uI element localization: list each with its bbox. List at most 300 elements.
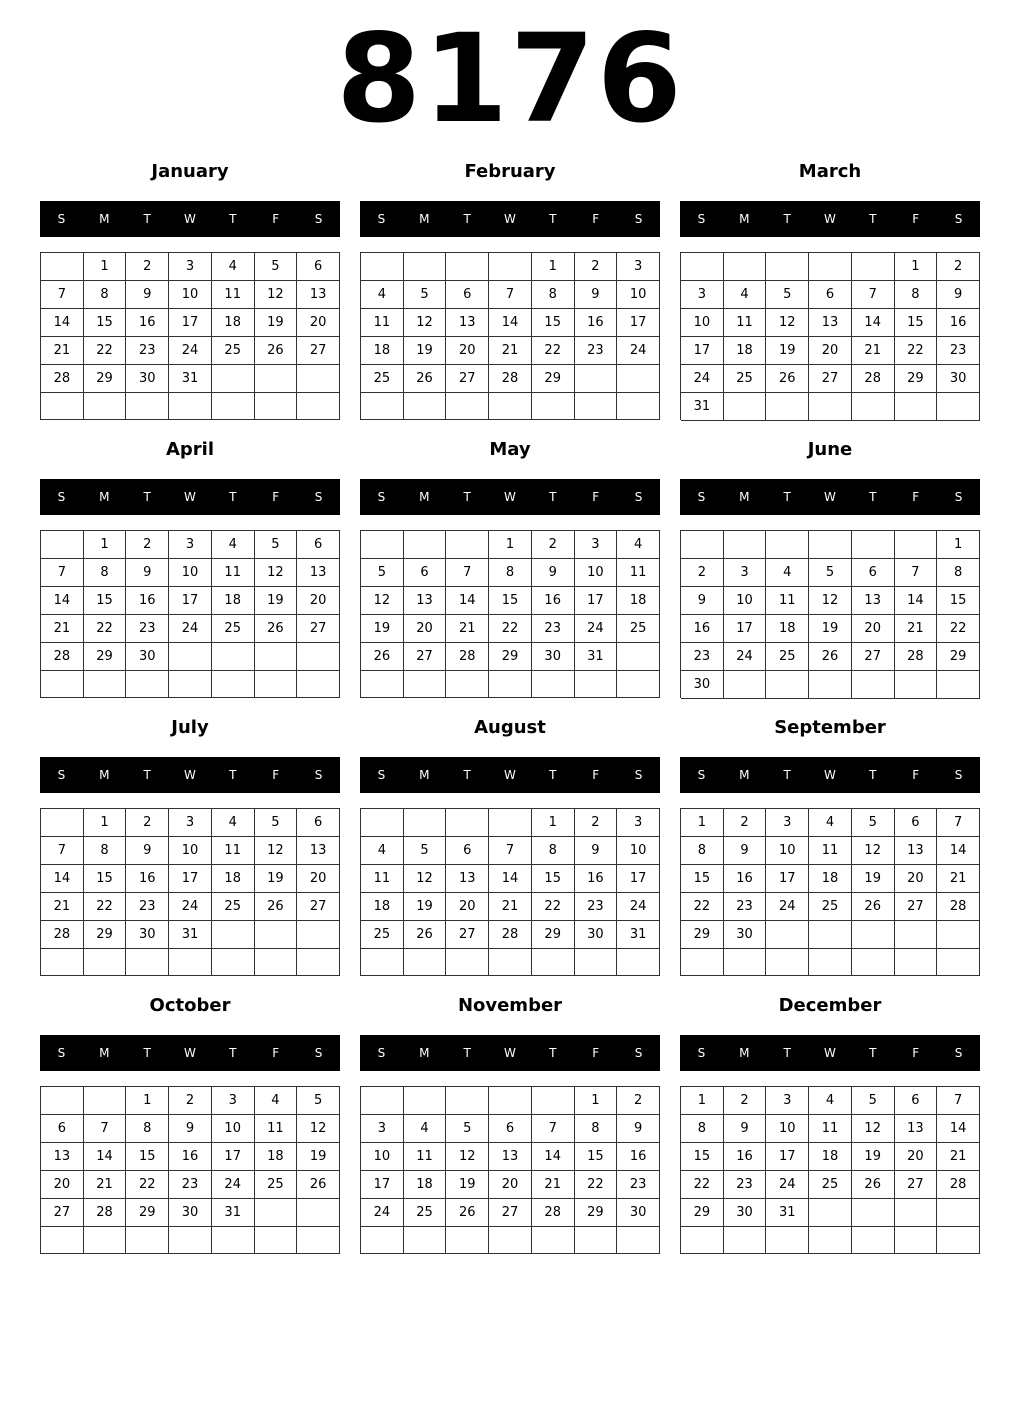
day-cell: 27 [852, 643, 895, 671]
day-cell: 22 [895, 337, 938, 365]
empty-day-cell [169, 949, 212, 976]
day-cell: 14 [937, 837, 980, 865]
day-cell: 15 [681, 1143, 724, 1171]
day-cell: 28 [489, 921, 532, 949]
day-cell: 27 [895, 1171, 938, 1199]
day-cell: 3 [766, 809, 809, 837]
weekday-label: T [549, 212, 557, 226]
day-cell: 29 [126, 1199, 169, 1227]
day-cell: 10 [681, 309, 724, 337]
day-cell: 9 [126, 837, 169, 865]
day-cell: 21 [937, 865, 980, 893]
month-name: March [798, 161, 862, 182]
day-cell: 16 [724, 1143, 767, 1171]
day-grid [680, 808, 980, 976]
day-cell: 13 [809, 309, 852, 337]
empty-day-cell [404, 531, 447, 559]
day-cell: 15 [489, 587, 532, 615]
day-cell: 1 [489, 531, 532, 559]
empty-day-cell [404, 393, 447, 420]
day-cell: 12 [255, 281, 298, 309]
day-cell: 2 [575, 253, 618, 281]
empty-day-cell [809, 531, 852, 559]
day-cell: 23 [575, 337, 618, 365]
day-cell: 29 [84, 365, 127, 393]
empty-day-cell [41, 809, 84, 837]
day-cell: 28 [41, 643, 84, 671]
day-cell: 19 [766, 337, 809, 365]
weekday-label: F [272, 490, 280, 504]
day-cell: 22 [126, 1171, 169, 1199]
weekday-label: F [912, 768, 920, 782]
day-cell: 3 [617, 809, 660, 837]
day-cell: 3 [766, 1087, 809, 1115]
day-cell: 28 [489, 365, 532, 393]
day-cell: 21 [937, 1143, 980, 1171]
day-cell: 19 [446, 1171, 489, 1199]
weekday-label: M [419, 490, 430, 504]
weekday-label: T [143, 768, 151, 782]
day-cell: 18 [809, 865, 852, 893]
empty-day-cell [84, 1087, 127, 1115]
month-may [360, 438, 660, 718]
day-cell: 21 [489, 893, 532, 921]
day-cell: 13 [297, 281, 340, 309]
weekday-header [360, 757, 660, 793]
empty-day-cell [255, 1227, 298, 1254]
empty-day-cell [766, 921, 809, 949]
day-cell: 4 [809, 1087, 852, 1115]
day-cell: 23 [724, 893, 767, 921]
day-cell: 20 [895, 865, 938, 893]
weekday-label: T [869, 768, 877, 782]
day-cell: 6 [404, 559, 447, 587]
day-cell: 23 [724, 1171, 767, 1199]
day-cell: 8 [84, 281, 127, 309]
weekday-label: T [869, 212, 877, 226]
weekday-label: W [504, 1046, 516, 1060]
day-grid [360, 808, 660, 976]
day-cell: 6 [297, 253, 340, 281]
weekday-label: T [143, 1046, 151, 1060]
day-cell: 28 [937, 1171, 980, 1199]
weekday-label: T [229, 1046, 237, 1060]
weekday-label: T [143, 212, 151, 226]
weekday-label: M [739, 490, 750, 504]
day-cell: 19 [297, 1143, 340, 1171]
day-cell: 3 [617, 253, 660, 281]
day-cell: 31 [575, 643, 618, 671]
day-cell: 31 [617, 921, 660, 949]
day-cell: 5 [404, 281, 447, 309]
day-cell: 20 [809, 337, 852, 365]
empty-day-cell [297, 643, 340, 671]
weekday-header [40, 479, 340, 515]
day-cell: 12 [809, 587, 852, 615]
day-cell: 21 [41, 615, 84, 643]
day-cell: 2 [126, 531, 169, 559]
empty-day-cell [766, 253, 809, 281]
weekday-label: T [783, 768, 791, 782]
empty-day-cell [361, 949, 404, 976]
empty-day-cell [617, 365, 660, 393]
day-cell: 13 [446, 865, 489, 893]
day-cell: 5 [404, 837, 447, 865]
empty-day-cell [724, 949, 767, 976]
day-cell: 28 [852, 365, 895, 393]
weekday-label: M [99, 1046, 110, 1060]
month-february [360, 160, 660, 440]
day-cell: 7 [84, 1115, 127, 1143]
empty-day-cell [852, 253, 895, 281]
empty-day-cell [297, 949, 340, 976]
day-cell: 6 [809, 281, 852, 309]
month-september [680, 716, 980, 996]
day-cell: 24 [169, 337, 212, 365]
day-cell: 27 [297, 337, 340, 365]
day-cell: 9 [937, 281, 980, 309]
empty-day-cell [895, 1227, 938, 1254]
day-cell: 3 [169, 809, 212, 837]
day-cell: 25 [212, 893, 255, 921]
day-cell: 21 [489, 337, 532, 365]
day-cell: 5 [852, 1087, 895, 1115]
day-cell: 13 [895, 1115, 938, 1143]
day-cell: 21 [852, 337, 895, 365]
day-cell: 21 [41, 893, 84, 921]
day-cell: 24 [169, 893, 212, 921]
day-cell: 24 [766, 1171, 809, 1199]
day-cell: 25 [617, 615, 660, 643]
day-cell: 12 [404, 309, 447, 337]
empty-day-cell [617, 643, 660, 671]
weekday-label: T [463, 490, 471, 504]
weekday-header [360, 1035, 660, 1071]
day-cell: 11 [212, 281, 255, 309]
day-cell: 22 [532, 337, 575, 365]
day-cell: 6 [41, 1115, 84, 1143]
day-cell: 20 [446, 893, 489, 921]
day-cell: 11 [617, 559, 660, 587]
weekday-label: M [99, 490, 110, 504]
day-cell: 28 [937, 893, 980, 921]
day-cell: 29 [532, 365, 575, 393]
day-cell: 14 [489, 865, 532, 893]
day-cell: 4 [255, 1087, 298, 1115]
empty-day-cell [724, 1227, 767, 1254]
day-cell: 1 [895, 253, 938, 281]
empty-day-cell [489, 809, 532, 837]
day-cell: 3 [212, 1087, 255, 1115]
day-cell: 31 [681, 393, 724, 421]
weekday-label: F [912, 1046, 920, 1060]
weekday-label: S [697, 490, 706, 504]
day-cell: 22 [84, 337, 127, 365]
empty-day-cell [532, 671, 575, 698]
day-cell: 2 [126, 253, 169, 281]
weekday-label: T [869, 490, 877, 504]
empty-day-cell [489, 1227, 532, 1254]
empty-day-cell [809, 949, 852, 976]
empty-day-cell [212, 643, 255, 671]
day-cell: 15 [84, 587, 127, 615]
day-cell: 2 [532, 531, 575, 559]
weekday-label: T [783, 212, 791, 226]
day-cell: 7 [489, 837, 532, 865]
empty-day-cell [617, 1227, 660, 1254]
empty-day-cell [126, 671, 169, 698]
day-cell: 17 [617, 865, 660, 893]
month-name: November [457, 995, 563, 1016]
weekday-label: F [272, 768, 280, 782]
day-cell: 2 [724, 1087, 767, 1115]
day-cell: 10 [169, 559, 212, 587]
day-cell: 13 [446, 309, 489, 337]
day-cell: 16 [617, 1143, 660, 1171]
day-cell: 4 [724, 281, 767, 309]
day-cell: 31 [766, 1199, 809, 1227]
empty-day-cell [895, 671, 938, 699]
day-cell: 11 [212, 559, 255, 587]
empty-day-cell [212, 393, 255, 420]
day-cell: 18 [361, 893, 404, 921]
day-cell: 9 [532, 559, 575, 587]
day-cell: 4 [212, 253, 255, 281]
day-cell: 14 [532, 1143, 575, 1171]
day-cell: 17 [617, 309, 660, 337]
day-cell: 14 [84, 1143, 127, 1171]
day-cell: 18 [724, 337, 767, 365]
day-cell: 26 [809, 643, 852, 671]
day-cell: 25 [361, 365, 404, 393]
empty-day-cell [446, 1227, 489, 1254]
empty-day-cell [532, 393, 575, 420]
day-cell: 10 [724, 587, 767, 615]
month-name: April [165, 439, 215, 460]
day-cell: 30 [937, 365, 980, 393]
day-cell: 26 [255, 615, 298, 643]
day-cell: 4 [212, 531, 255, 559]
day-cell: 4 [212, 809, 255, 837]
day-cell: 27 [297, 893, 340, 921]
day-cell: 25 [361, 921, 404, 949]
day-cell: 6 [297, 531, 340, 559]
empty-day-cell [84, 949, 127, 976]
day-grid [680, 530, 980, 698]
day-cell: 26 [297, 1171, 340, 1199]
empty-day-cell [575, 365, 618, 393]
weekday-label: S [314, 1046, 323, 1060]
day-grid [40, 530, 340, 698]
empty-day-cell [297, 671, 340, 698]
weekday-label: S [697, 768, 706, 782]
day-cell: 12 [766, 309, 809, 337]
empty-day-cell [489, 253, 532, 281]
day-cell: 22 [681, 893, 724, 921]
empty-day-cell [937, 393, 980, 421]
weekday-label: W [824, 212, 836, 226]
weekday-label: T [549, 490, 557, 504]
day-cell: 20 [41, 1171, 84, 1199]
empty-day-cell [446, 531, 489, 559]
empty-day-cell [169, 671, 212, 698]
day-cell: 25 [404, 1199, 447, 1227]
weekday-label: T [783, 1046, 791, 1060]
weekday-label: W [824, 490, 836, 504]
day-cell: 12 [255, 837, 298, 865]
day-cell: 12 [361, 587, 404, 615]
day-cell: 8 [126, 1115, 169, 1143]
empty-day-cell [895, 1199, 938, 1227]
day-grid [360, 530, 660, 698]
day-cell: 7 [895, 559, 938, 587]
weekday-label: T [229, 490, 237, 504]
empty-day-cell [297, 365, 340, 393]
day-cell: 18 [809, 1143, 852, 1171]
day-cell: 20 [895, 1143, 938, 1171]
day-cell: 16 [575, 309, 618, 337]
day-cell: 10 [575, 559, 618, 587]
day-cell: 20 [446, 337, 489, 365]
day-cell: 13 [895, 837, 938, 865]
day-grid [680, 1086, 980, 1254]
day-cell: 7 [41, 281, 84, 309]
empty-day-cell [41, 1227, 84, 1254]
weekday-label: F [912, 212, 920, 226]
empty-day-cell [361, 671, 404, 698]
empty-day-cell [255, 921, 298, 949]
weekday-label: F [272, 212, 280, 226]
day-cell: 9 [575, 837, 618, 865]
empty-day-cell [297, 393, 340, 420]
weekday-label: T [229, 212, 237, 226]
weekday-label: S [954, 212, 963, 226]
day-cell: 22 [937, 615, 980, 643]
day-cell: 16 [532, 587, 575, 615]
empty-day-cell [489, 1087, 532, 1115]
day-cell: 15 [84, 865, 127, 893]
day-cell: 19 [255, 587, 298, 615]
day-cell: 23 [681, 643, 724, 671]
day-cell: 26 [766, 365, 809, 393]
weekday-header [40, 757, 340, 793]
day-cell: 21 [446, 615, 489, 643]
weekday-label: W [824, 768, 836, 782]
weekday-label: S [377, 1046, 386, 1060]
day-cell: 8 [681, 837, 724, 865]
day-cell: 26 [852, 1171, 895, 1199]
weekday-label: S [634, 212, 643, 226]
month-april [40, 438, 340, 718]
day-cell: 26 [404, 365, 447, 393]
day-cell: 24 [575, 615, 618, 643]
day-cell: 21 [532, 1171, 575, 1199]
empty-day-cell [809, 921, 852, 949]
day-cell: 29 [575, 1199, 618, 1227]
day-cell: 7 [937, 1087, 980, 1115]
day-cell: 14 [895, 587, 938, 615]
weekday-header [680, 201, 980, 237]
day-cell: 26 [852, 893, 895, 921]
day-cell: 6 [489, 1115, 532, 1143]
empty-day-cell [169, 393, 212, 420]
day-cell: 22 [489, 615, 532, 643]
day-cell: 1 [937, 531, 980, 559]
empty-day-cell [126, 1227, 169, 1254]
day-cell: 22 [84, 893, 127, 921]
day-cell: 27 [446, 365, 489, 393]
day-cell: 8 [681, 1115, 724, 1143]
day-cell: 6 [895, 809, 938, 837]
empty-day-cell [255, 393, 298, 420]
weekday-label: M [99, 768, 110, 782]
day-cell: 19 [404, 893, 447, 921]
weekday-label: F [592, 212, 600, 226]
empty-day-cell [852, 949, 895, 976]
day-cell: 9 [575, 281, 618, 309]
empty-day-cell [212, 671, 255, 698]
day-cell: 20 [297, 309, 340, 337]
day-cell: 8 [575, 1115, 618, 1143]
day-cell: 18 [212, 865, 255, 893]
day-cell: 1 [575, 1087, 618, 1115]
empty-day-cell [255, 643, 298, 671]
weekday-header [680, 479, 980, 515]
empty-day-cell [212, 949, 255, 976]
day-cell: 18 [255, 1143, 298, 1171]
day-cell: 23 [126, 615, 169, 643]
empty-day-cell [41, 253, 84, 281]
day-cell: 23 [617, 1171, 660, 1199]
day-cell: 11 [809, 837, 852, 865]
empty-day-cell [724, 531, 767, 559]
empty-day-cell [532, 1227, 575, 1254]
empty-day-cell [895, 949, 938, 976]
day-cell: 9 [126, 559, 169, 587]
empty-day-cell [212, 1227, 255, 1254]
empty-day-cell [766, 671, 809, 699]
weekday-label: T [549, 1046, 557, 1060]
day-cell: 28 [446, 643, 489, 671]
day-cell: 7 [41, 837, 84, 865]
empty-day-cell [532, 949, 575, 976]
empty-day-cell [724, 253, 767, 281]
empty-day-cell [297, 921, 340, 949]
day-cell: 31 [212, 1199, 255, 1227]
weekday-label: F [592, 768, 600, 782]
weekday-label: S [954, 768, 963, 782]
empty-day-cell [126, 393, 169, 420]
day-cell: 17 [169, 587, 212, 615]
empty-day-cell [297, 1227, 340, 1254]
day-cell: 21 [41, 337, 84, 365]
day-cell: 16 [126, 309, 169, 337]
empty-day-cell [617, 671, 660, 698]
weekday-header [40, 201, 340, 237]
empty-day-cell [361, 393, 404, 420]
empty-day-cell [361, 1227, 404, 1254]
weekday-label: W [184, 490, 196, 504]
weekday-label: S [697, 212, 706, 226]
day-cell: 1 [681, 809, 724, 837]
empty-day-cell [41, 671, 84, 698]
day-cell: 10 [361, 1143, 404, 1171]
day-cell: 3 [681, 281, 724, 309]
weekday-label: M [739, 1046, 750, 1060]
weekday-label: T [869, 1046, 877, 1060]
month-june [680, 438, 980, 718]
day-cell: 3 [169, 531, 212, 559]
